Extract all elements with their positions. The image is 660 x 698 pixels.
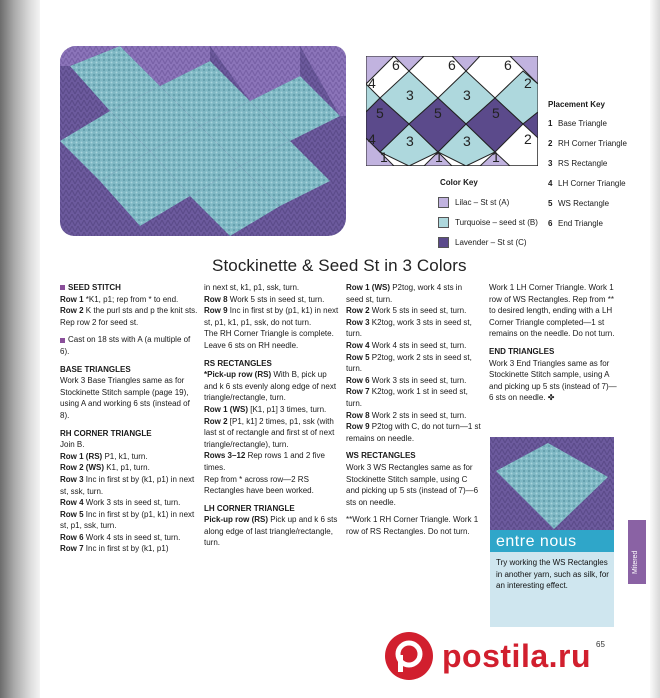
knitted-swatch-photo: [60, 46, 346, 236]
color-key-item: Turquoise – seed st (B): [438, 212, 558, 232]
color-key: [438, 178, 558, 252]
diagram-label: 4: [368, 131, 376, 147]
entre-nous-title: entre nous: [496, 533, 577, 550]
diagram-label: 3: [463, 133, 471, 149]
placement-key-item: 1 Base Triangle: [548, 119, 607, 128]
placement-key-title: Placement Key: [548, 100, 605, 109]
section-heading: END TRIANGLES: [489, 346, 555, 356]
book-gutter: [0, 0, 40, 698]
bullet-square-icon: [60, 338, 65, 343]
diagram-label: 3: [406, 87, 414, 103]
watermark-text: postila.ru: [442, 637, 592, 674]
placement-key-item: 5 WS Rectangle: [548, 199, 610, 208]
bullet-square-icon: [60, 285, 65, 290]
section-heading: SEED STITCH: [60, 282, 200, 294]
diagram-label: 6: [448, 57, 456, 73]
turquoise-swatch-chip: [438, 217, 449, 228]
section-heading: WS RECTANGLES: [346, 451, 416, 461]
diagram-label: 3: [406, 133, 414, 149]
instructions-column-2: in next st, k1, p1, ssk, turn. Row 8 Work 5 sts in seed st, turn. Row 9 Inc in first st by (p1, k1) in next st, p1, k1, p1, ssk, do not turn. The RH Corner Triangle is complete. Leave 6 sts on RH needle. RS RECTANGLES *Pick-up row (RS) With B, pick up and k 6 sts evenly along edge of next triangle/rectangle, turn. Row 1 (WS) [K1, p1] 3 times, turn. Row 2 [P1, k1] 2 times, p1, ssk (with last st of rectangle and first st of next triangle/rectangle), turn. Rows 3–12 Rep rows 1 and 2 five times. Rep from * across row—2 RS Rectangles have been worked. LH CORNER TRIANGLE Pick-up row (RS) Pick up and k 6 sts along edge of last triangle/rectangle, turn.: [204, 283, 339, 548]
placement-key-item: 4 LH Corner Triangle: [548, 179, 626, 188]
section-heading: RH CORNER TRIANGLE: [60, 428, 152, 438]
diagram-label: 1: [380, 149, 388, 165]
page-number: 65: [596, 640, 605, 649]
diagram-label: 6: [392, 57, 400, 73]
placement-key: [548, 100, 658, 234]
color-key-item: Lilac – St st (A): [438, 192, 558, 212]
section-heading: BASE TRIANGLES: [60, 364, 131, 374]
section-heading: RS RECTANGLES: [204, 358, 272, 368]
diagram-label: 3: [463, 87, 471, 103]
color-key-item: Lavender – St st (C): [438, 232, 558, 252]
instructions-column-3: Row 1 (WS) P2tog, work 4 sts in seed st, turn. Row 2 Work 5 sts in seed st, turn. Row 3 K2tog, work 3 sts in seed st, turn. Row 4 Work 4 sts in seed st, turn. Row 5 P2tog, work 2 sts in seed st, turn. Row 6 Work 3 sts in seed st, turn. Row 7 K2tog, work 1 st in seed st, turn. Row 8 Work 2 sts in seed st, turn. Row 9 P2tog with C, do not turn—1 st remains on needle. WS RECTANGLES Work 3 WS Rectangles same as for Stockinette Stitch sample, using C and picking up 5 sts (instead of 7)—6 sts on needle. **Work 1 RH Corner Triangle. Work 1 row of RS Rectangles. Do not turn.: [346, 283, 481, 536]
diagram-label-5: [366, 56, 538, 166]
placement-key-item: 2 RH Corner Triangle: [548, 139, 627, 148]
diagram-label: 2: [524, 75, 532, 91]
postila-logo-icon: [384, 631, 434, 681]
lavender-swatch-chip: [438, 237, 449, 248]
diagram-label: 5: [376, 105, 384, 121]
section-heading: LH CORNER TRIANGLE: [204, 503, 295, 513]
instructions-column-1: SEED STITCH Row 1 *K1, p1; rep from * to end. Row 2 K the purl sts and p the knit sts. Rep row 2 for seed st. Cast on 18 sts with A (a multiple of 6). BASE TRIANGLES Work 3 Base Triangles same as for Stockinette Stitch sample (page 19), using A and working 6 sts (instead of 8). RH CORNER TRIANGLE Join B. Row 1 (RS) P1, k1, turn. Row 2 (WS) K1, p1, turn. Row 3 Inc in first st by (k1, p1) in next st, ssk, turn. Row 4 Work 3 sts in seed st, turn. Row 5 Inc in first st by (p1, k1) in next st, p1, ssk, turn. Row 6 Work 4 sts in seed st, turn. Row 7 Inc in first st by (k1, p1): [60, 282, 200, 555]
diagram-label: 2: [524, 131, 532, 147]
watermark: [384, 632, 591, 680]
instructions-column-4: Work 1 LH Corner Triangle. Work 1 row of WS Rectangles. Rep from ** to desired length, ending with a LH Corner Triangle completed—1 st remains on the needle. Do not turn. END TRIANGLES Work 3 End Triangles same as for Stockinette Stitch sample, using A and picking up 5 sts (instead of 7)—6 sts on needle. ✤: [489, 282, 619, 404]
diagram-label: 4: [368, 75, 376, 91]
lilac-swatch-chip: [438, 197, 449, 208]
diagram-label: 1: [435, 149, 443, 165]
svg-text:5: 5: [434, 105, 442, 121]
silk-swatch-photo: [490, 437, 614, 537]
chapter-side-tab: Mitered: [628, 520, 646, 584]
diagram-label: 6: [504, 57, 512, 73]
diagram-label: 5: [492, 105, 500, 121]
placement-key-item: 6 End Triangle: [548, 219, 603, 228]
color-key-title: Color Key: [440, 178, 478, 187]
placement-key-item: 3 RS Rectangle: [548, 159, 608, 168]
entre-nous-text: Try working the WS Rectangles in another yarn, such as silk, for an interesting effect.: [496, 558, 609, 591]
diagram-label: 1: [492, 149, 500, 165]
pattern-title: Stockinette & Seed St in 3 Colors: [212, 256, 467, 275]
